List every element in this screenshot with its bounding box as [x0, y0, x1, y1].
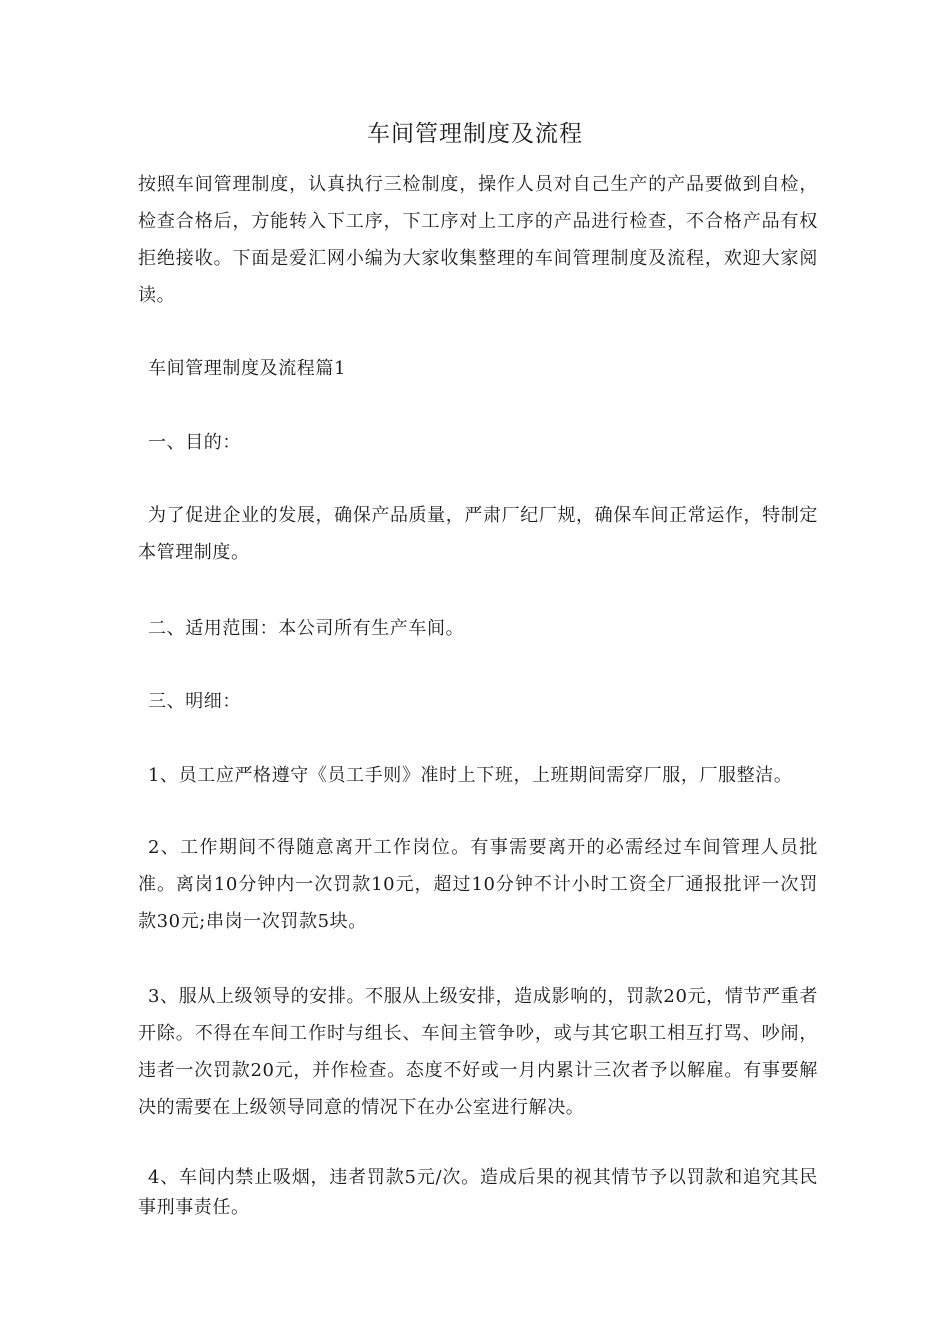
section-heading: 车间管理制度及流程篇1 — [148, 358, 347, 379]
document-title: 车间管理制度及流程 — [367, 121, 583, 147]
purpose-text: 为了促进企业的发展，确保产品质量，严肃厂纪厂规，确保车间正常运作，特制定本管理制度。 — [138, 505, 818, 563]
intro-paragraph: 按照车间管理制度，认真执行三检制度，操作人员对自己生产的产品要做到自检，检查合格后，方能转入下工序，下工序对上工序的产品进行检查，不合格产品有权拒绝接收。下面是爱汇网小编为大家收集整理的车间管理制度及流程，欢迎大家阅读。 — [138, 174, 818, 306]
details-heading: 三、明细： — [148, 691, 241, 712]
scope-item: 二、适用范围：本公司所有生产车间。 — [148, 618, 465, 639]
rule-item-4: 4、车间内禁止吸烟，违者罚款5元/次。造成后果的视其情节予以罚款和追究其民事刑事责任。 — [138, 1167, 818, 1218]
rule-item-3: 3、服从上级领导的安排。不服从上级安排，造成影响的，罚款20元，情节严重者开除。不得在车间工作时与组长、车间主管争吵，或与其它职工相互打骂、吵闹，违者一次罚款20元，并作检查。态度不好或一月内累计三次者予以解雇。有事要解决的需要在上级领导同意的情况下在办公室进行解决。 — [138, 986, 818, 1118]
rule-item-2: 2、工作期间不得随意离开工作岗位。有事需要离开的必需经过车间管理人员批准。离岗10分钟内一次罚款10元，超过10分钟不计小时工资全厂通报批评一次罚款30元;串岗一次罚款5块。 — [138, 837, 818, 932]
rule-item-1: 1、员工应严格遵守《员工手则》准时上下班，上班期间需穿厂服，厂服整洁。 — [148, 765, 793, 786]
purpose-heading: 一、目的： — [148, 432, 241, 453]
